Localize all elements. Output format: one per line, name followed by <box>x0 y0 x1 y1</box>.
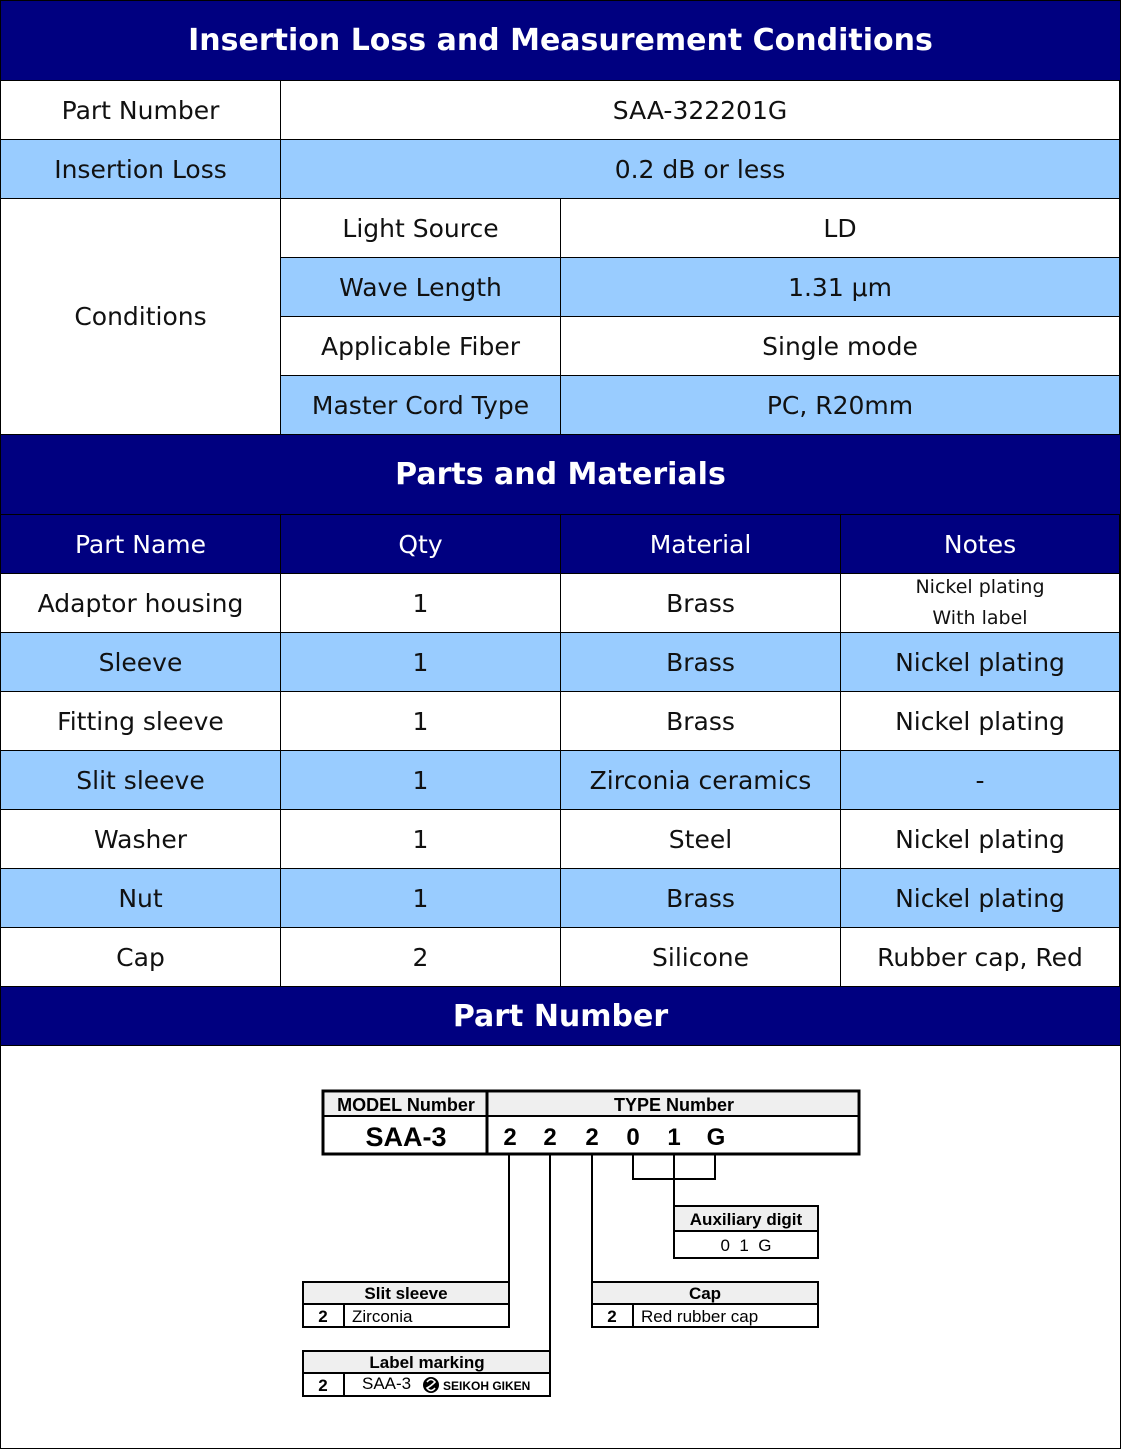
condition-label: Light Source <box>281 199 561 258</box>
notes-line: Nickel plating <box>915 576 1045 598</box>
part-number-value: SAA-322201G <box>281 81 1120 140</box>
notes-line: With label <box>932 607 1028 629</box>
condition-value: Single mode <box>561 317 1120 376</box>
label-marking-box <box>303 1351 550 1396</box>
table-cell-qty: 1 <box>281 869 561 928</box>
condition-value: PC, R20mm <box>561 376 1120 435</box>
type-digit: 0 <box>626 1124 640 1151</box>
type-number-header: TYPE Number <box>613 1095 735 1115</box>
table-cell-qty: 2 <box>281 928 561 987</box>
type-digit: 2 <box>543 1124 557 1151</box>
condition-label: Master Cord Type <box>281 376 561 435</box>
model-number-value: SAA-3 <box>365 1122 447 1152</box>
table-cell-material: Brass <box>561 692 841 751</box>
table-cell-notes: Nickel plating <box>841 633 1120 692</box>
part-number-diagram <box>0 1046 1121 1449</box>
table-cell-part-name: Adaptor housing <box>1 574 281 633</box>
table-cell-material: Brass <box>561 633 841 692</box>
auxiliary-digit-value: 0 1 G <box>720 1236 772 1255</box>
slit-sleeve-value: Zirconia <box>352 1307 413 1326</box>
insertion-loss-label: Insertion Loss <box>1 140 281 199</box>
label-marking-brand: SEIKOH GIKEN <box>443 1379 531 1393</box>
cap-value: Red rubber cap <box>641 1307 759 1326</box>
part-number-label: Part Number <box>1 81 281 140</box>
table-cell-notes: Nickel plating <box>841 810 1120 869</box>
condition-value: 1.31 μm <box>561 258 1120 317</box>
table-cell-notes <box>841 574 1120 633</box>
table-cell-part-name: Slit sleeve <box>1 751 281 810</box>
table-cell-notes: Nickel plating <box>841 869 1120 928</box>
type-digit: 2 <box>585 1124 599 1151</box>
insertion-loss-value: 0.2 dB or less <box>281 140 1120 199</box>
seikoh-giken-logo-icon <box>423 1377 439 1393</box>
table-cell-qty: 1 <box>281 633 561 692</box>
column-header-material: Material <box>561 515 841 574</box>
conditions-label: Conditions <box>1 199 281 435</box>
condition-label: Applicable Fiber <box>281 317 561 376</box>
table-cell-material: Zirconia ceramics <box>561 751 841 810</box>
label-marking-title: Label marking <box>369 1353 485 1372</box>
type-digit: 2 <box>503 1124 517 1151</box>
column-header-part-name: Part Name <box>1 515 281 574</box>
table-cell-part-name: Fitting sleeve <box>1 692 281 751</box>
section-title-part-number: Part Number <box>1 987 1120 1046</box>
type-digit: G <box>706 1124 726 1151</box>
condition-value: LD <box>561 199 1120 258</box>
label-marking-value: SAA-3 <box>362 1374 412 1393</box>
table-cell-qty: 1 <box>281 692 561 751</box>
slit-sleeve-code: 2 <box>318 1307 328 1326</box>
table-cell-notes: - <box>841 751 1120 810</box>
table-cell-material: Brass <box>561 869 841 928</box>
model-number-header: MODEL Number <box>337 1095 475 1115</box>
table-cell-material: Steel <box>561 810 841 869</box>
table-cell-part-name: Cap <box>1 928 281 987</box>
auxiliary-digit-title: Auxiliary digit <box>689 1210 803 1229</box>
label-marking-code: 2 <box>318 1376 328 1395</box>
table-cell-qty: 1 <box>281 810 561 869</box>
column-header-qty: Qty <box>281 515 561 574</box>
section-title-parts: Parts and Materials <box>1 435 1120 515</box>
cap-box <box>592 1282 818 1327</box>
table-cell-notes: Nickel plating <box>841 692 1120 751</box>
table-cell-part-name: Sleeve <box>1 633 281 692</box>
table-cell-notes: Rubber cap, Red <box>841 928 1120 987</box>
table-cell-part-name: Nut <box>1 869 281 928</box>
cap-code: 2 <box>607 1307 617 1326</box>
column-header-notes: Notes <box>841 515 1120 574</box>
code-box <box>323 1091 859 1154</box>
table-cell-material: Brass <box>561 574 841 633</box>
slit-sleeve-title: Slit sleeve <box>364 1284 448 1303</box>
type-digit: 1 <box>667 1124 681 1151</box>
condition-label: Wave Length <box>281 258 561 317</box>
cap-title: Cap <box>688 1284 722 1303</box>
table-cell-material: Silicone <box>561 928 841 987</box>
section-title-insertion-loss: Insertion Loss and Measurement Conditions <box>1 1 1120 81</box>
table-cell-qty: 1 <box>281 751 561 810</box>
auxiliary-digit-box <box>674 1206 818 1258</box>
table-cell-qty: 1 <box>281 574 561 633</box>
slit-sleeve-box <box>303 1282 509 1327</box>
table-cell-part-name: Washer <box>1 810 281 869</box>
